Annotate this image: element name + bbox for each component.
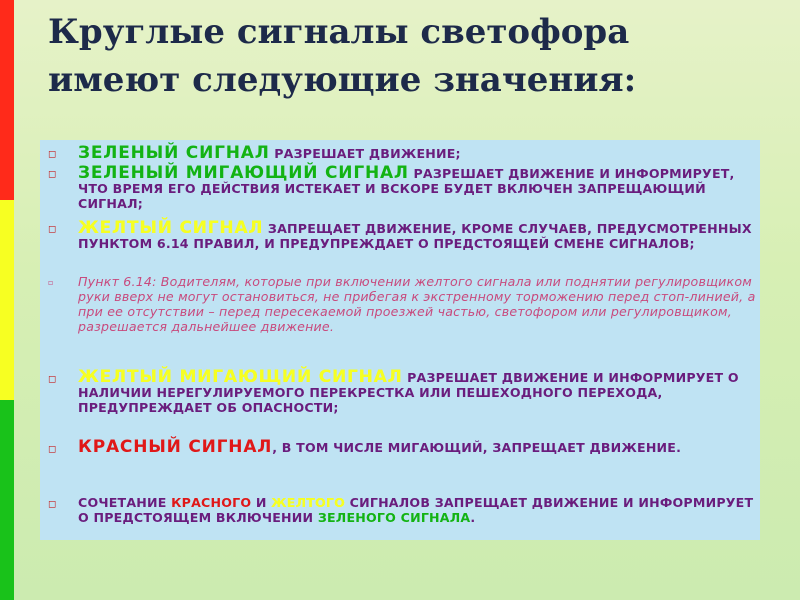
strip-green-segment [0,400,14,600]
combo-prefix: СОЧЕТАНИЕ [78,495,172,510]
page-title: Круглые сигналы светофора имеют следующие значения: [48,12,637,100]
signal-green-flashing-label: ЗЕЛЕНЫЙ МИГАЮЩИЙ СИГНАЛ [78,163,409,183]
signal-green-flashing-desc: РАЗРЕШАЕТ ДВИЖЕНИЕ И ИНФОРМИРУЕТ, ЧТО ВРЕМЯ ЕГО ДЕЙСТВИЯ ИСТЕКАЕТ И ВСКОРЕ БУДЕТ ВКЛЮЧЕН ЗАПРЕЩАЮЩИЙ СИГНАЛ; [78,166,735,211]
bullet-icon: ◻ [48,444,57,455]
list-item [48,495,754,531]
signal-red-label: КРАСНЫЙ СИГНАЛ [78,437,273,457]
bullet-icon: ◻ [48,499,57,510]
list-item [48,367,748,422]
signal-red-desc: , В ТОМ ЧИСЛЕ МИГАЮЩИЙ, ЗАПРЕЩАЕТ ДВИЖЕНИЕ. [272,440,682,455]
list-item [48,143,748,163]
rule-6-14-note: Пункт 6.14: Водителям, которые при включении желтого сигнала или поднятии регулировщиком руки вверх не могут остановиться, не прибегая к экстренному торможению перед стоп-линией, а при ее отсутствии – перед пересекаемой проезжей частью, светофором или регулировщиком, разрешается дальнейшее движение. [78,274,756,334]
combo-green-word: ЗЕЛЕНОГО СИГНАЛА [317,510,471,525]
signal-yellow-desc: ЗАПРЕЩАЕТ ДВИЖЕНИЕ, КРОМЕ СЛУЧАЕВ, ПРЕДУСМОТРЕННЫХ ПУНКТОМ 6.14 ПРАВИЛ, И ПРЕДУПРЕЖДАЕТ О ПРЕДСТОЯЩЕЙ СМЕНЕ СИГНАЛОВ; [78,221,752,251]
combo-mid: СИГНАЛОВ ЗАПРЕЩАЕТ ДВИЖЕНИЕ И ИНФОРМИРУЕТ О ПРЕДСТОЯЩЕМ ВКЛЮЧЕНИИ [78,495,754,525]
content-panel [40,140,760,540]
combo-yellow-word: ЖЕЛТОГО [271,495,346,510]
signal-green-label: ЗЕЛЕНЫЙ СИГНАЛ [78,143,270,163]
list-item-note [48,274,756,348]
combo-and: И [251,495,272,510]
bullet-icon: ◻ [48,374,57,385]
combo-end: . [470,510,476,525]
combo-red-word: КРАСНОГО [171,495,252,510]
strip-yellow-segment [0,200,14,400]
list-item [48,437,748,476]
signal-yellow-label: ЖЕЛТЫЙ СИГНАЛ [78,218,264,238]
signal-yellow-flashing-label: ЖЕЛТЫЙ МИГАЮЩИЙ СИГНАЛ [78,367,403,387]
list-item [48,163,748,216]
bullet-icon: ◻ [48,224,57,235]
bullet-icon: ◻ [48,169,57,180]
bullet-icon: ◻ [48,149,57,160]
list-item [48,218,752,271]
strip-red-segment [0,0,14,200]
signal-yellow-flashing-desc: РАЗРЕШАЕТ ДВИЖЕНИЕ И ИНФОРМИРУЕТ О НАЛИЧИИ НЕРЕГУЛИРУЕМОГО ПЕРЕКРЕСТКА ИЛИ ПЕШЕХОДНОГО ПЕРЕХОДА, ПРЕДУПРЕЖДАЕТ ОБ ОПАСНОСТИ; [78,370,739,415]
small-bullet-icon: ▫ [48,278,54,287]
traffic-light-color-strip [0,0,14,600]
signal-green-desc: РАЗРЕШАЕТ ДВИЖЕНИЕ; [269,146,461,161]
